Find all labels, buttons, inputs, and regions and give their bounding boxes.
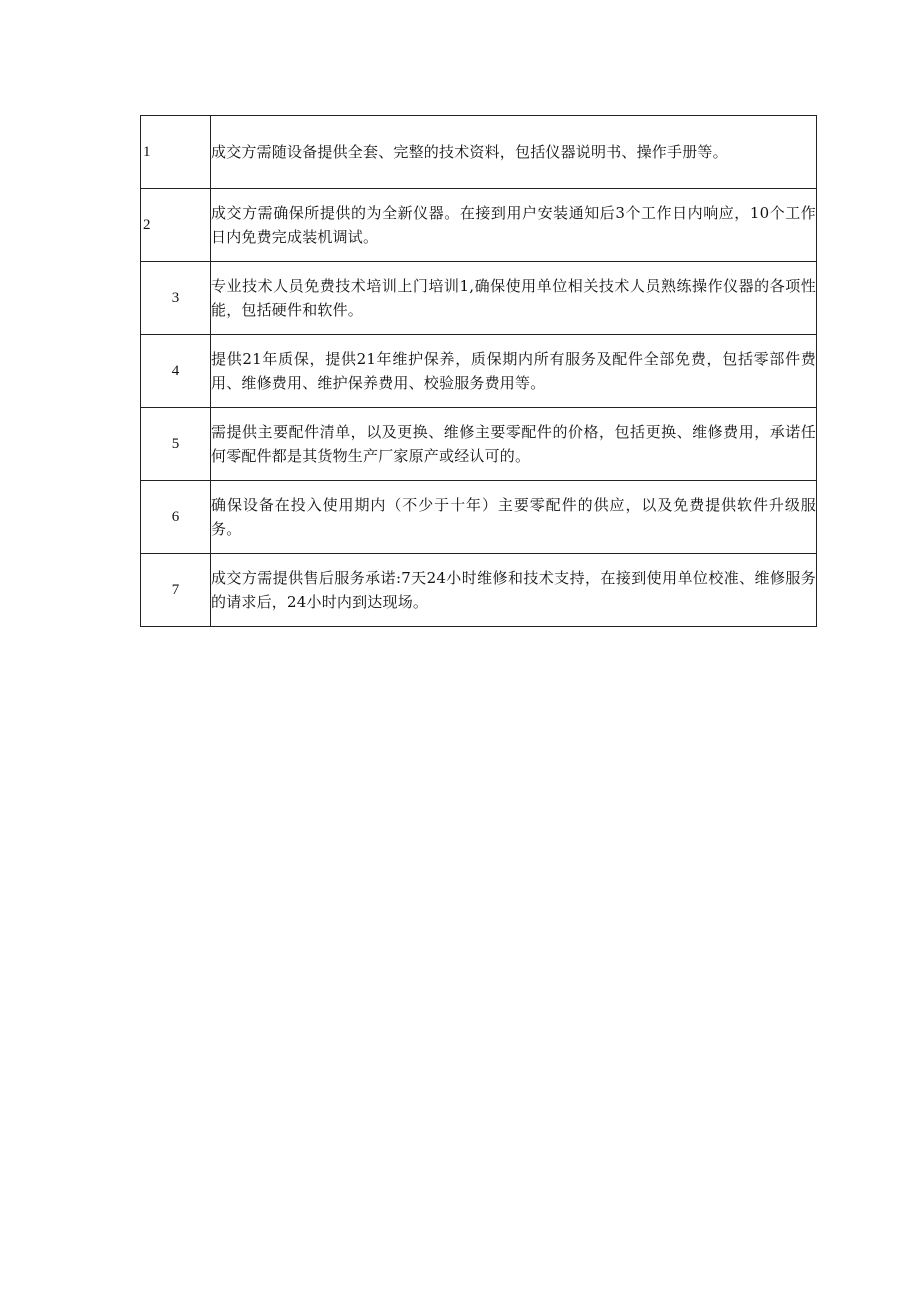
row-number: 6	[141, 481, 211, 554]
row-text: 确保设备在投入使用期内（不少于十年）主要零配件的供应，以及免费提供软件升级服务。	[211, 481, 817, 554]
row-number: 1	[141, 116, 211, 189]
row-text: 提供21年质保，提供21年维护保养，质保期内所有服务及配件全部免费，包括零部件费用、维修费用、维护保养费用、校验服务费用等。	[211, 335, 817, 408]
row-text: 成交方需确保所提供的为全新仪器。在接到用户安装通知后3个工作日内响应，10个工作日内免费完成装机调试。	[211, 189, 817, 262]
row-number: 2	[141, 189, 211, 262]
table-row	[141, 335, 817, 408]
row-number: 3	[141, 262, 211, 335]
table-row	[141, 189, 817, 262]
row-text: 成交方需随设备提供全套、完整的技术资料，包括仪器说明书、操作手册等。	[211, 116, 817, 189]
row-number: 5	[141, 408, 211, 481]
table-row	[141, 116, 817, 189]
row-number: 4	[141, 335, 211, 408]
row-text: 需提供主要配件清单，以及更换、维修主要零配件的价格，包括更换、维修费用，承诺任何零配件都是其货物生产厂家原产或经认可的。	[211, 408, 817, 481]
row-text: 成交方需提供售后服务承诺:7天24小时维修和技术支持，在接到使用单位校准、维修服务的请求后，24小时内到达现场。	[211, 554, 817, 627]
table-row	[141, 408, 817, 481]
service-terms-table	[140, 115, 817, 627]
table-row	[141, 481, 817, 554]
row-number: 7	[141, 554, 211, 627]
row-text: 专业技术人员免费技术培训上门培训1,确保使用单位相关技术人员熟练操作仪器的各项性能，包括硬件和软件。	[211, 262, 817, 335]
table-row	[141, 554, 817, 627]
table-row	[141, 262, 817, 335]
